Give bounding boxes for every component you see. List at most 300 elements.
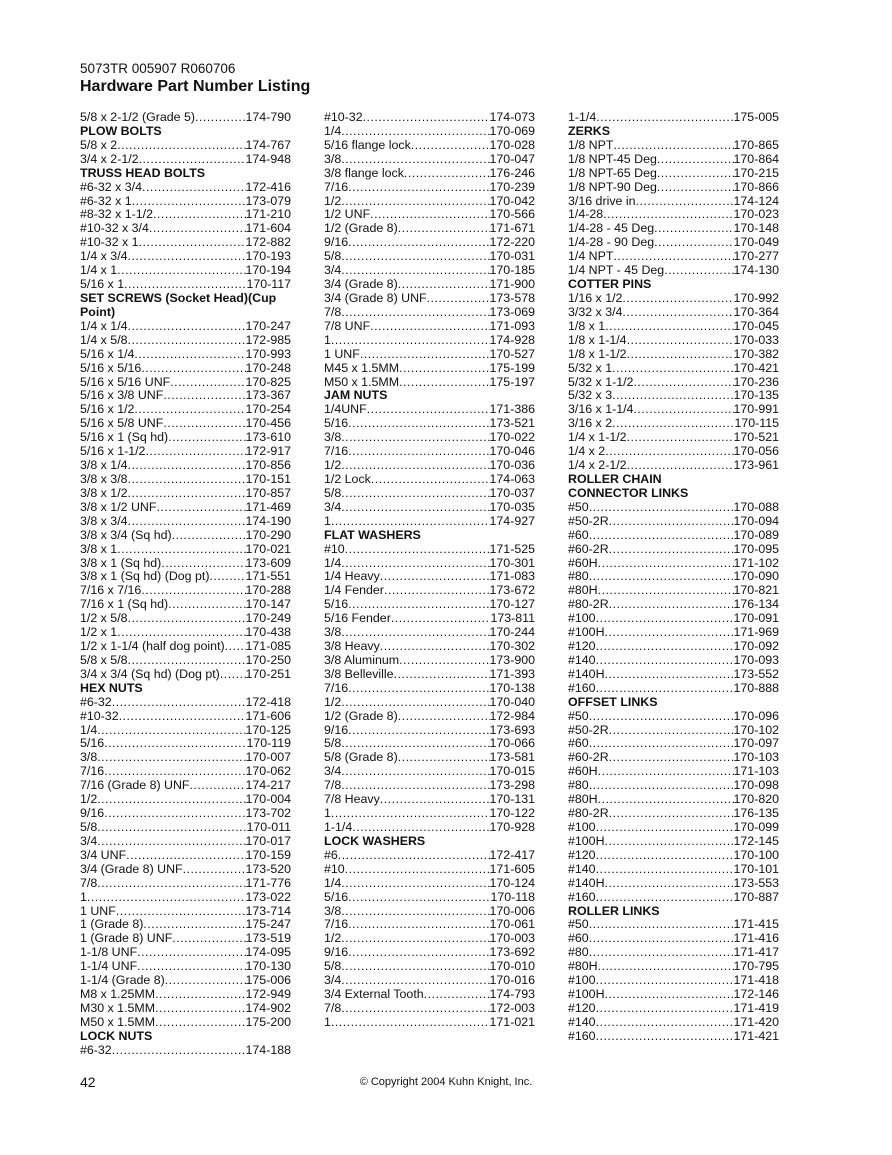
part-description: 1/2 x 1 [80, 626, 118, 640]
part-number: 174-190 [245, 514, 291, 528]
part-entry [568, 1002, 779, 1016]
part-number: 170-250 [245, 653, 291, 667]
part-description: #10 [324, 542, 345, 556]
part-entry [568, 891, 779, 905]
part-number: 170-056 [733, 445, 779, 459]
part-description: 3/4 UNF [80, 848, 127, 862]
dot-leader [622, 306, 733, 320]
part-description: 1/4-28 - 45 Deg [568, 222, 655, 236]
part-description: 1 UNF [324, 347, 360, 361]
section-heading: HEX NUTS [80, 680, 143, 695]
part-description: 5/8 [324, 250, 342, 264]
dot-leader [424, 988, 490, 1002]
part-entry [80, 835, 291, 849]
dot-leader [119, 710, 246, 724]
part-number: 172-416 [245, 180, 291, 194]
part-entry [324, 445, 535, 459]
part-description: 7/16 [324, 681, 349, 695]
part-description: 5/16 x 3/8 UNF [80, 389, 164, 403]
part-number: 170-248 [245, 361, 291, 375]
part-number: 176-134 [733, 598, 779, 612]
dot-leader [371, 473, 490, 487]
dot-leader [609, 751, 734, 765]
part-entry [80, 877, 291, 891]
part-description: 5/8 x 2 [80, 138, 118, 152]
part-entry [568, 932, 779, 946]
part-description: 1 [324, 807, 331, 821]
part-entry [80, 570, 291, 584]
part-number: 171-776 [245, 876, 291, 890]
dot-leader [394, 668, 490, 682]
dot-leader [341, 431, 489, 445]
part-description: 3/8 x 1 [80, 542, 118, 556]
part-number: 172-985 [245, 333, 291, 347]
part-entry [568, 918, 779, 932]
part-description: #60-2R [568, 751, 609, 765]
dot-leader [657, 167, 734, 181]
part-number: 170-527 [489, 347, 535, 361]
dot-leader [605, 320, 733, 334]
part-description: 5/16 x 1/2 [80, 403, 135, 417]
part-description: #100H [568, 834, 605, 848]
part-number: 172-917 [245, 445, 291, 459]
dot-leader [598, 960, 734, 974]
part-entry [324, 111, 535, 125]
part-description: 5/16 x 5/16 [80, 361, 142, 375]
part-number: 170-036 [489, 459, 535, 473]
part-entry [324, 584, 535, 598]
part-description: 3/8 x 1/4 [80, 459, 128, 473]
dot-leader [596, 1030, 734, 1044]
part-description: #60 [568, 737, 589, 751]
part-description: 3/8 flange lock [324, 166, 404, 180]
dot-leader [139, 236, 246, 250]
part-description: 1/4 x 2-1/2 [568, 459, 627, 473]
part-number: 171-393 [489, 667, 535, 681]
part-number: 174-130 [733, 264, 779, 278]
part-number: 170-095 [733, 542, 779, 556]
part-entry [324, 487, 535, 501]
part-number: 171-415 [733, 918, 779, 932]
dot-leader [589, 529, 734, 543]
part-number: 170-159 [245, 848, 291, 862]
part-description: 7/16 [80, 765, 105, 779]
dot-leader [141, 584, 245, 598]
part-entry [568, 584, 779, 598]
dot-leader [134, 403, 245, 417]
dot-leader [126, 849, 245, 863]
part-number: 174-902 [245, 1002, 291, 1015]
dot-leader [596, 654, 734, 668]
part-number: 174-124 [733, 194, 779, 208]
part-entry [568, 765, 779, 779]
part-entry [568, 779, 779, 793]
part-number: 174-188 [245, 1043, 291, 1057]
dot-leader [128, 334, 246, 348]
page-title: Hardware Part Number Listing [80, 78, 311, 95]
part-entry [80, 362, 291, 376]
part-description: 1/4 NPT [568, 250, 614, 264]
part-number: 170-088 [733, 500, 779, 514]
dot-leader [141, 362, 245, 376]
part-number: 170-193 [245, 250, 291, 264]
dot-leader [132, 195, 246, 209]
part-description: 1/4 [324, 876, 342, 890]
part-description: #60H [568, 765, 598, 779]
part-description: 3/4 (Grade 8) UNF [80, 862, 183, 876]
dot-leader [172, 932, 245, 946]
part-description: 1-1/8 UNF [80, 946, 138, 960]
part-description: M50 x 1.5MM [80, 1015, 156, 1029]
part-number: 170-888 [733, 681, 779, 695]
part-number: 170-456 [245, 417, 291, 431]
part-entry [324, 696, 535, 710]
part-description: 1/4-28 [568, 208, 604, 222]
part-number: 170-033 [733, 333, 779, 347]
part-entry [80, 139, 291, 153]
part-description: #80H [568, 584, 598, 598]
dot-leader [168, 431, 245, 445]
part-number: 173-298 [489, 779, 535, 793]
dot-leader [341, 626, 489, 640]
part-entry [80, 696, 291, 710]
dot-leader [209, 570, 245, 584]
section-heading: CONNECTOR LINKS [568, 485, 689, 500]
part-entry [80, 529, 291, 543]
part-entry [568, 793, 779, 807]
part-number: 170-028 [489, 138, 535, 152]
part-number: 170-866 [733, 180, 779, 194]
dot-leader [348, 724, 489, 738]
part-entry [80, 821, 291, 835]
dot-leader [352, 821, 489, 835]
part-number: 175-200 [245, 1015, 291, 1029]
dot-leader [627, 334, 734, 348]
dot-leader [163, 417, 245, 431]
part-entry [568, 1016, 779, 1030]
dot-leader [605, 988, 734, 1002]
dot-leader [589, 710, 734, 724]
part-entry [324, 250, 535, 264]
part-description: 9/16 [80, 807, 105, 821]
part-number: 171-418 [733, 974, 779, 988]
part-entry [80, 960, 291, 974]
dot-leader [341, 250, 489, 264]
dot-leader [605, 668, 734, 682]
dot-leader [155, 1002, 245, 1016]
part-number: 172-220 [489, 236, 535, 250]
part-number: 170-098 [733, 779, 779, 793]
dot-leader [609, 807, 734, 821]
part-number: 172-146 [733, 988, 779, 1002]
dot-leader [104, 807, 245, 821]
part-description: 1/4 [324, 124, 342, 138]
dot-leader [380, 793, 490, 807]
part-entry [324, 153, 535, 167]
part-entry [80, 668, 291, 682]
part-number: 173-714 [245, 904, 291, 918]
part-number: 170-301 [489, 556, 535, 570]
part-description: #140H [568, 667, 605, 681]
part-number: 170-118 [490, 890, 535, 904]
part-number: 170-023 [733, 208, 779, 222]
part-entry [324, 417, 535, 431]
part-number: 174-767 [245, 138, 291, 152]
part-entry [568, 668, 779, 682]
part-description: 1 [324, 1015, 331, 1029]
part-description: #80-2R [568, 807, 609, 821]
dot-leader [654, 222, 733, 236]
part-description: #160 [568, 890, 596, 904]
dot-leader [341, 696, 489, 710]
part-entry [80, 779, 291, 793]
part-description: #100H [568, 988, 605, 1002]
part-number: 170-821 [733, 584, 779, 598]
dot-leader [156, 501, 245, 515]
part-entry [324, 557, 535, 571]
part-description: 7/8 [324, 1002, 342, 1015]
dot-leader [165, 974, 246, 988]
part-entry [80, 487, 291, 501]
part-description: 3/4 [324, 765, 342, 779]
part-number: 171-083 [489, 570, 535, 584]
part-description: #140H [568, 876, 605, 890]
dot-leader [341, 487, 489, 501]
part-entry [80, 403, 291, 417]
part-entry [324, 988, 535, 1002]
part-number: 173-610 [245, 431, 291, 445]
dot-leader [654, 236, 733, 250]
part-number: 170-864 [733, 152, 779, 166]
part-entry [568, 598, 779, 612]
part-description: 7/8 Heavy [324, 793, 380, 807]
part-entry [80, 932, 291, 946]
part-number: 170-302 [489, 640, 535, 654]
part-description: 9/16 [324, 946, 349, 960]
dot-leader [348, 236, 489, 250]
part-description: 5/16 x 1 (Sq hd) [80, 431, 169, 445]
part-number: 170-049 [733, 236, 779, 250]
part-number: 170-096 [733, 709, 779, 723]
part-entry [324, 543, 535, 557]
part-entry [568, 821, 779, 835]
part-entry [80, 640, 291, 654]
part-entry [80, 236, 291, 250]
part-number: 170-185 [489, 264, 535, 278]
dot-leader [613, 139, 733, 153]
part-description: 7/8 [324, 779, 342, 793]
part-number: 170-247 [245, 319, 291, 333]
part-entry [568, 195, 779, 209]
part-number: 171-103 [733, 765, 779, 779]
part-number: 170-117 [246, 278, 291, 292]
part-entry [80, 918, 291, 932]
part-entry [324, 236, 535, 250]
part-number: 170-148 [733, 222, 779, 236]
part-entry [324, 626, 535, 640]
part-number: 170-089 [733, 528, 779, 542]
part-entry [324, 737, 535, 751]
part-entry [324, 431, 535, 445]
part-description: 3/4 (Grade 8) [324, 278, 398, 292]
part-entry [80, 946, 291, 960]
dot-leader [172, 529, 246, 543]
part-description: #80 [568, 570, 589, 584]
part-description: 3/4 [80, 834, 98, 848]
part-number: 176-135 [733, 807, 779, 821]
part-description: M8 x 1.25MM [80, 988, 156, 1002]
part-number: 170-016 [489, 974, 535, 988]
part-entry [80, 417, 291, 431]
dot-leader [589, 779, 734, 793]
page-number: 42 [80, 1074, 96, 1090]
part-number: 171-900 [489, 278, 535, 292]
part-entry [324, 292, 535, 306]
part-description: 3/8 Heavy [324, 640, 380, 654]
dot-leader [391, 612, 491, 626]
part-entry [324, 167, 535, 181]
part-description: #50 [568, 500, 589, 514]
part-number: 170-031 [489, 250, 535, 264]
part-number: 171-085 [245, 640, 291, 654]
part-number: 170-130 [245, 960, 291, 974]
part-number: 170-244 [489, 626, 535, 640]
part-entry [568, 362, 779, 376]
part-number: 173-553 [733, 876, 779, 890]
part-number: 170-119 [246, 737, 291, 751]
part-number: 173-581 [489, 751, 535, 765]
part-description: 5/8 [324, 486, 342, 500]
part-description: #140 [568, 862, 596, 876]
part-entry [568, 376, 779, 390]
part-number: 173-609 [245, 556, 291, 570]
part-number: 170-103 [733, 751, 779, 765]
part-entry [80, 389, 291, 403]
part-entry [568, 459, 779, 473]
part-number: 170-115 [734, 417, 779, 431]
part-description: #60 [568, 528, 589, 542]
part-description: 7/16 [324, 918, 349, 932]
dot-leader [149, 222, 246, 236]
part-entry [324, 807, 535, 821]
part-number: 170-046 [489, 445, 535, 459]
part-entry [324, 946, 535, 960]
part-description: #10-32 [80, 709, 119, 723]
part-description: #10-32 [324, 111, 363, 124]
part-description: M45 x 1.5MM [324, 361, 400, 375]
dot-leader [348, 918, 489, 932]
dot-leader [348, 891, 490, 905]
dot-leader [331, 515, 490, 529]
part-description: #60 [568, 932, 589, 946]
part-description: 1/4 [324, 556, 342, 570]
part-entry [568, 334, 779, 348]
part-description: #50 [568, 918, 589, 932]
dot-leader [589, 932, 734, 946]
part-entry [324, 139, 535, 153]
part-entry [324, 640, 535, 654]
dot-leader [104, 737, 246, 751]
dot-leader [348, 417, 489, 431]
part-number: 174-095 [245, 946, 291, 960]
dot-leader [168, 598, 245, 612]
part-entry [568, 208, 779, 222]
part-number: 171-551 [245, 570, 291, 584]
part-number: 170-047 [489, 152, 535, 166]
part-number: 170-147 [245, 598, 291, 612]
dot-leader [341, 765, 489, 779]
part-entry [324, 125, 535, 139]
part-entry [80, 111, 291, 125]
dot-leader [380, 570, 490, 584]
section-heading: ROLLER LINKS [568, 903, 660, 918]
part-number: 170-135 [733, 389, 779, 403]
part-entry [568, 974, 779, 988]
part-entry [568, 403, 779, 417]
part-description: 1 (Grade 8) UNF [80, 932, 173, 946]
part-description: 5/32 x 3 [568, 389, 613, 403]
part-entry [324, 208, 535, 222]
part-number: 170-239 [489, 180, 535, 194]
dot-leader [370, 208, 489, 222]
part-number: 170-015 [489, 765, 535, 779]
part-description: #140 [568, 1015, 596, 1029]
part-entry [80, 612, 291, 626]
dot-leader [341, 932, 489, 946]
part-number: 176-246 [489, 166, 535, 180]
part-entry [80, 473, 291, 487]
dot-leader [633, 376, 733, 390]
part-entry [324, 473, 535, 487]
part-number: 170-820 [733, 793, 779, 807]
part-description: 3/8 [324, 152, 342, 166]
part-number: 171-210 [245, 208, 291, 222]
part-number: 170-042 [489, 194, 535, 208]
part-entry [568, 877, 779, 891]
part-number: 171-417 [733, 946, 779, 960]
part-number: 170-290 [245, 528, 291, 542]
dot-leader [97, 835, 245, 849]
part-entry [568, 710, 779, 724]
part-entry [568, 389, 779, 403]
part-number: 170-101 [733, 862, 779, 876]
part-entry [80, 724, 291, 738]
part-description: 9/16 [324, 723, 349, 737]
part-entry [324, 501, 535, 515]
dot-leader [163, 389, 245, 403]
dot-leader [598, 793, 734, 807]
part-number: 170-124 [489, 876, 535, 890]
dot-leader [134, 348, 245, 362]
dot-leader [589, 946, 734, 960]
dot-leader [589, 918, 734, 932]
dot-leader [605, 445, 733, 459]
part-description: #160 [568, 681, 596, 695]
dot-leader [153, 208, 246, 222]
part-entry [568, 515, 779, 529]
part-number: 170-856 [245, 459, 291, 473]
dot-leader [399, 362, 489, 376]
part-entry [80, 1002, 291, 1016]
dot-leader [341, 974, 489, 988]
part-description: 3/8 Aluminum [324, 653, 400, 667]
dot-leader [596, 1016, 734, 1030]
part-number: 170-566 [489, 208, 535, 222]
part-description: #60H [568, 556, 598, 570]
dot-leader [609, 543, 734, 557]
part-entry [568, 167, 779, 181]
part-entry [324, 1002, 535, 1016]
